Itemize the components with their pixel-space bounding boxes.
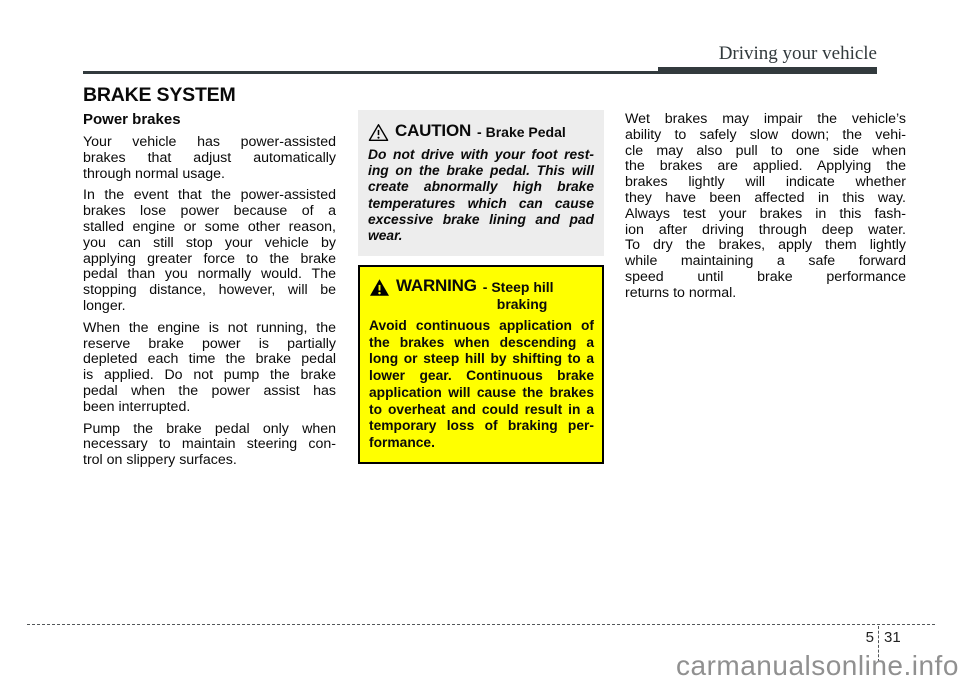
body-paragraph: In the event that the power-assisted brakes lose power because of a stalled engine or some other reason, you can still stop your vehicle by applying greater force to the brake pedal than you normally would. The stopping distance, however, will be longer. bbox=[83, 187, 336, 314]
page-title: BRAKE SYSTEM bbox=[83, 84, 236, 106]
header-rule-line bbox=[83, 71, 660, 74]
caution-body-text: Do not drive with your foot rest- ing on the brake pedal. This will create abnormally high brake temperatures which can cause excessive brake lining and pad wear. bbox=[368, 147, 594, 244]
caution-heading bbox=[368, 121, 594, 142]
warning-box bbox=[358, 265, 604, 464]
warning-triangle-filled-icon bbox=[369, 278, 390, 297]
subsection-heading: Power brakes bbox=[83, 111, 181, 128]
header-accent-bar bbox=[658, 67, 877, 74]
body-paragraph: Wet brakes may impair the vehicle’s ability to safely slow down; the vehi- cle may also pull to one side when the brakes are applied. Applying the brakes lightly will indicate whether they have been affected in this way. Always test your brakes in this fash- ion after driving through deep water. To dry the brakes, apply them lightly while maintaining a safe forward speed until brake performance returns to normal. bbox=[625, 111, 906, 301]
caution-label: CAUTION bbox=[395, 121, 472, 140]
body-paragraph: Your vehicle has power-assisted brakes that adjust automatically through normal usage. bbox=[83, 134, 336, 182]
caution-subtitle: - Brake Pedal bbox=[477, 124, 566, 140]
page-number: 31 bbox=[884, 629, 901, 646]
warning-subtitle bbox=[483, 279, 554, 313]
warning-body-text: Avoid continuous application of the brakes when descending a long or steep hill by shifting to a lower gear. Continuous brake application will cause the brakes to overheat and could result in a temporary loss of braking per- formance. bbox=[369, 318, 594, 450]
footer-dashed-rule bbox=[27, 624, 935, 625]
right-column bbox=[625, 112, 906, 308]
chapter-number: 5 bbox=[865, 629, 874, 646]
watermark-text: carmanualsonline.info bbox=[676, 650, 959, 681]
body-paragraph: When the engine is not running, the reserve brake power is partially depleted each time the brake pedal is applied. Do not pump the brake pedal when the power assist has been interrupted. bbox=[83, 319, 336, 415]
body-paragraph: Pump the brake pedal only when necessary to maintain steering con- trol on slippery surfaces. bbox=[83, 420, 336, 469]
warning-heading bbox=[369, 276, 594, 313]
warning-subtitle-line1: - Steep hill bbox=[482, 279, 554, 295]
caution-box bbox=[358, 110, 604, 256]
warning-label: WARNING bbox=[396, 276, 477, 295]
running-header-title: Driving your vehicle bbox=[718, 43, 877, 64]
warning-subtitle-line2: braking bbox=[496, 296, 548, 312]
warning-triangle-outline-icon bbox=[368, 123, 389, 142]
left-column bbox=[83, 111, 336, 475]
